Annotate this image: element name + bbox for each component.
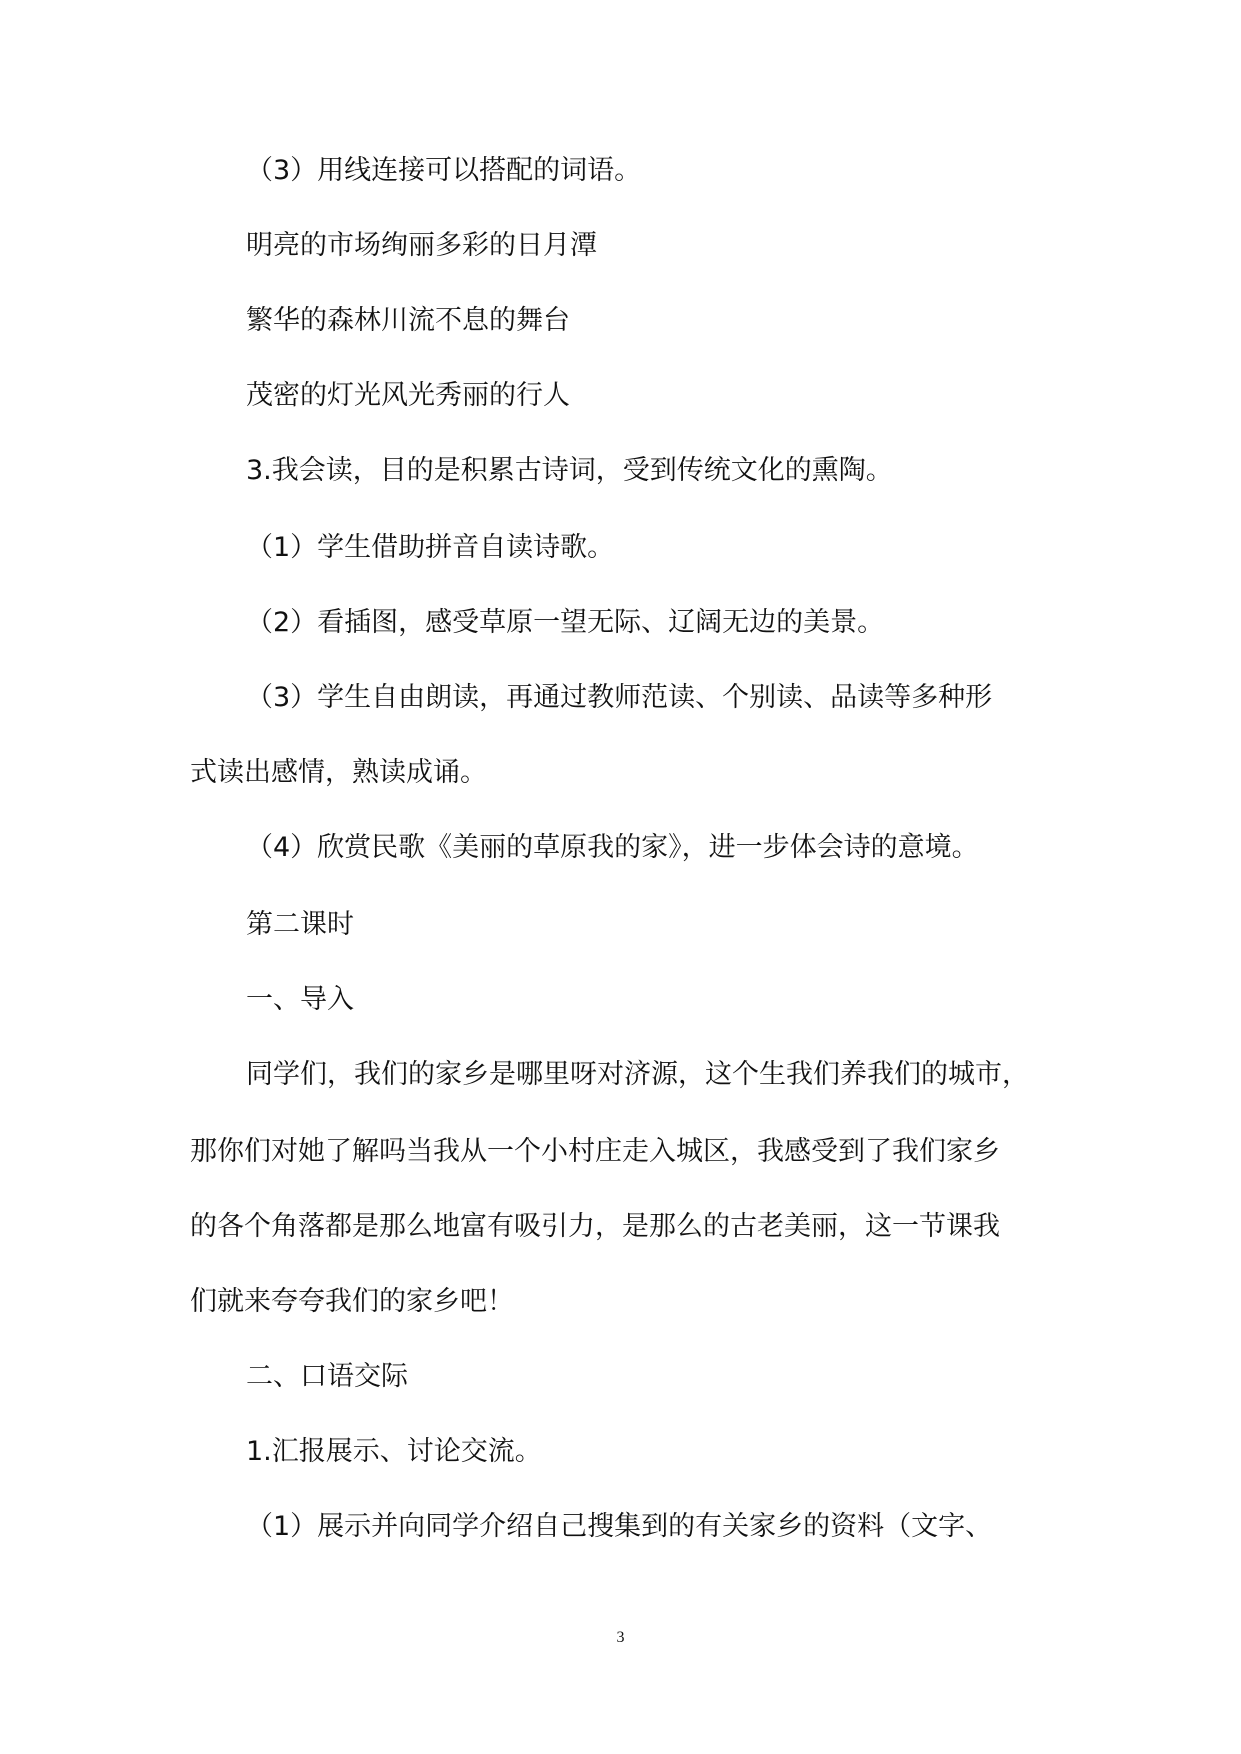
- text-line: 明亮的市场绚丽多彩的日月潭: [246, 230, 597, 261]
- text-line: 同学们，我们的家乡是哪里呀对济源，这个生我们养我们的城市，: [246, 1059, 1029, 1090]
- section-heading: 一、导入: [246, 984, 354, 1015]
- text-line: 繁华的森林川流不息的舞台: [246, 305, 570, 336]
- text-line: 3.我会读，目的是积累古诗词，受到传统文化的熏陶。: [246, 455, 893, 486]
- text-line: 式读出感情，熟读成诵。: [190, 757, 487, 788]
- text-line: （3）用线连接可以搭配的词语。: [246, 155, 642, 186]
- text-line: 1.汇报展示、讨论交流。: [246, 1436, 542, 1467]
- text-line: 那你们对她了解吗当我从一个小村庄走入城区，我感受到了我们家乡: [190, 1136, 1000, 1167]
- text-line: 茂密的灯光风光秀丽的行人: [246, 380, 570, 411]
- text-line: 们就来夸夸我们的家乡吧！: [190, 1286, 514, 1317]
- page-number: 3: [616, 1629, 625, 1646]
- section-heading: 二、口语交际: [246, 1361, 408, 1392]
- text-line: （2）看插图，感受草原一望无际、辽阔无边的美景。: [246, 607, 885, 638]
- text-line: 的各个角落都是那么地富有吸引力，是那么的古老美丽，这一节课我: [190, 1211, 1000, 1242]
- text-line: （4）欣赏民歌《美丽的草原我的家》，进一步体会诗的意境。: [246, 832, 979, 863]
- text-line: （1）展示并向同学介绍自己搜集到的有关家乡的资料（文字、: [246, 1511, 993, 1542]
- section-heading: 第二课时: [246, 909, 354, 940]
- text-line: （1）学生借助拼音自读诗歌。: [246, 532, 615, 563]
- text-line: （3）学生自由朗读，再通过教师范读、个别读、品读等多种形: [246, 682, 993, 713]
